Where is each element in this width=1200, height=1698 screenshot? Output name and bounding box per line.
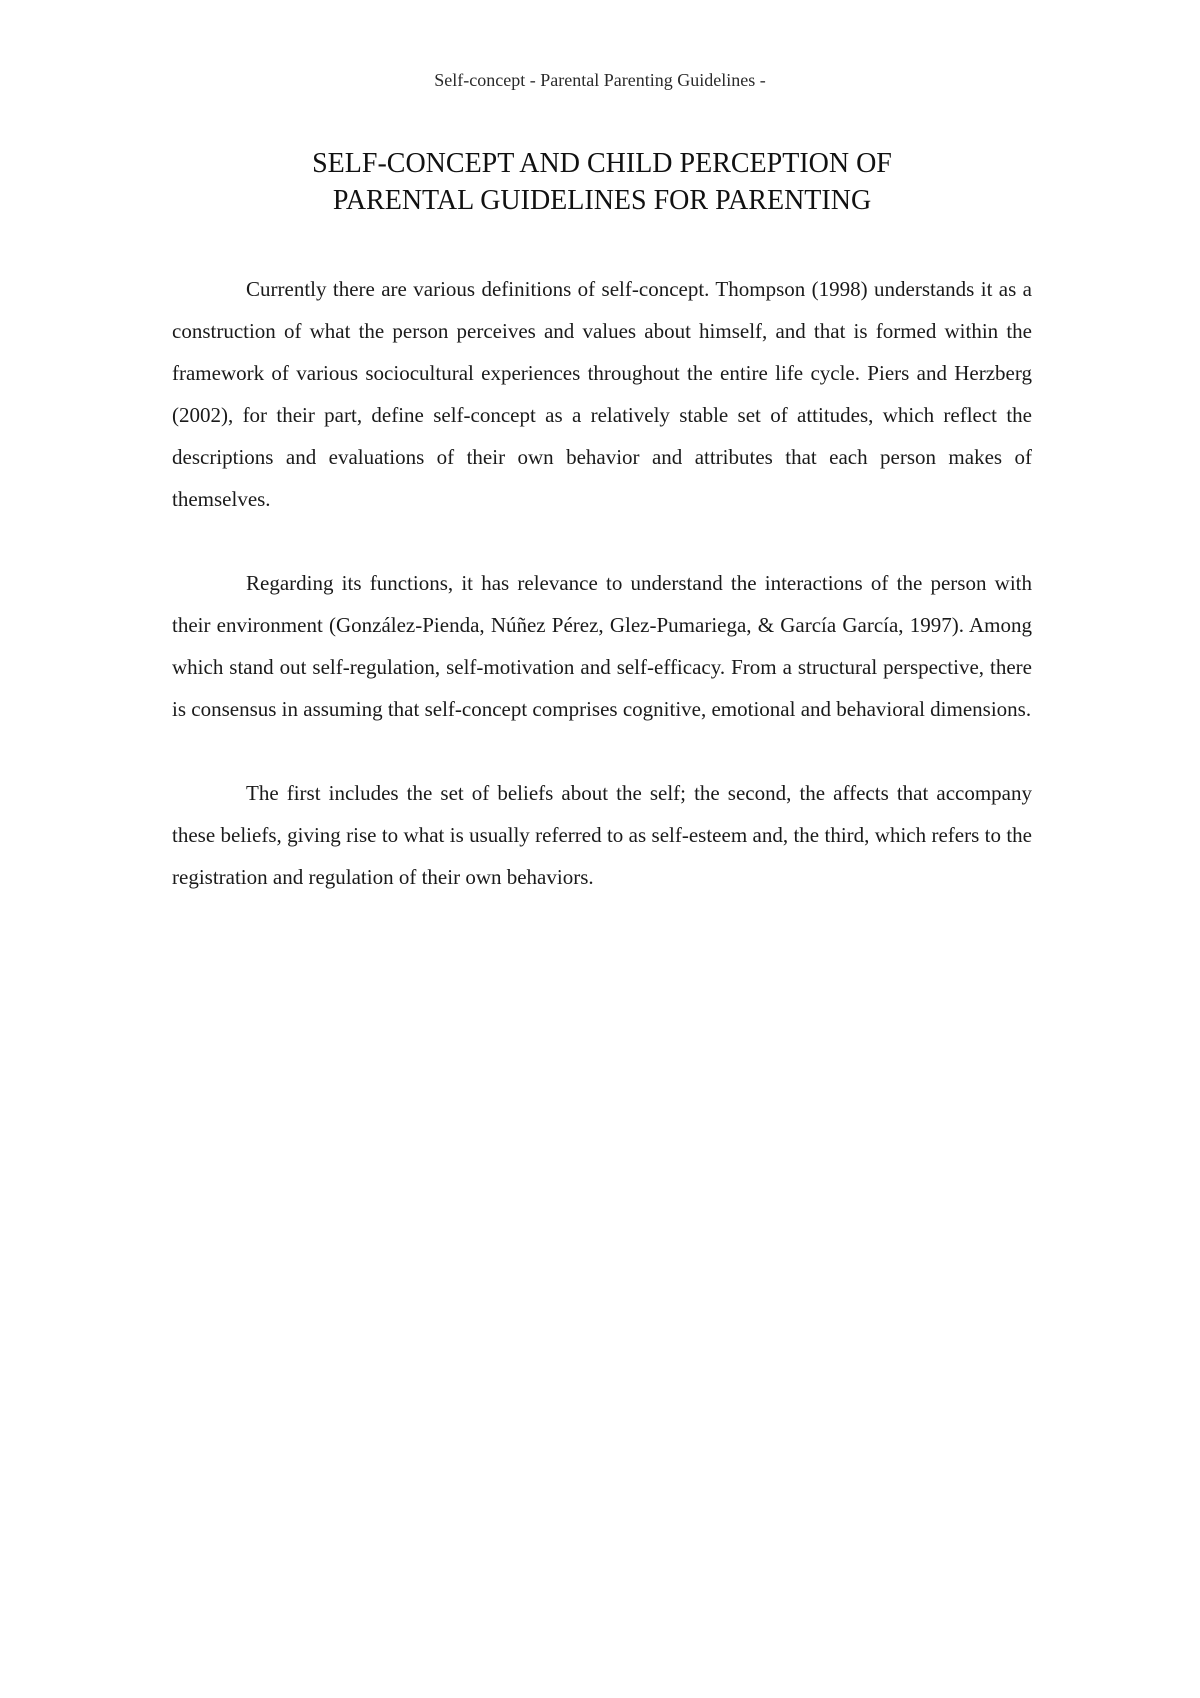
document-title-line-1: SELF-CONCEPT AND CHILD PERCEPTION OF — [312, 148, 892, 179]
document-title-line-2: PARENTAL GUIDELINES FOR PARENTING — [332, 185, 872, 216]
paragraph-3: The first includes the set of beliefs about the self; the second, the affects that accompany these beliefs, giving rise to what is usually referred to as self-esteem and, the third, which refers to the registration and regulation of their own behaviors. — [172, 781, 1032, 889]
document-title — [172, 145, 1032, 219]
paragraph-1: Currently there are various definitions of self-concept. Thompson (1998) understands it as a construction of what the person perceives and values about himself, and that is formed within the framework of various sociocultural experiences throughout the entire life cycle. Piers and Herzberg (2002), for their part, define self-concept as a relatively stable set of attitudes, which reflect the descriptions and evaluations of their own behavior and attributes that each person makes of themselves. — [172, 277, 1032, 511]
paragraph-2: Regarding its functions, it has relevance to understand the interactions of the person with their environment (González-Pienda, Núñez Pérez, Glez-Pumariega, & García García, 1997). Among which stand out self-regulation, self-motivation and self-efficacy. From a structural perspective, there is consensus in assuming that self-concept comprises cognitive, emotional and behavioral dimensions. — [172, 571, 1032, 721]
running-header: Self-concept - Parental Parenting Guidelines - — [434, 70, 766, 90]
document-body — [172, 268, 1032, 940]
